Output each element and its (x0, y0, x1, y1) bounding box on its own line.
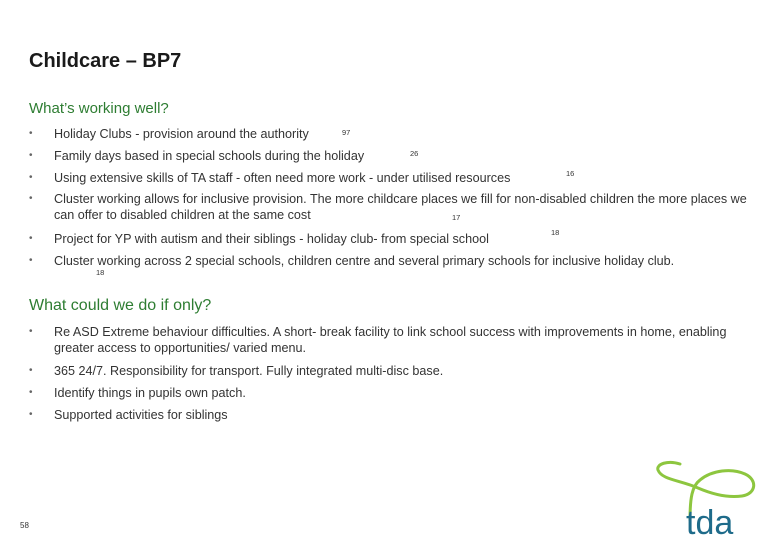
section-heading-working-well: What’s working well? (29, 100, 169, 117)
bullet-icon: • (29, 128, 33, 139)
bullet-icon: • (29, 233, 33, 244)
section-heading-could-do: What could we do if only? (29, 297, 212, 314)
list-item-text: Cluster working across 2 special schools, children centre and several primary schools for inclusive holiday club. (54, 254, 675, 268)
reference-number: 18 (96, 268, 105, 277)
list-item-text: Cluster working allows for inclusive provision. The more childcare places we fill for non-disabled children the more places we can offer to disabled children at the same cost (54, 192, 747, 222)
bullet-icon: • (29, 326, 33, 337)
list-item-text: Using extensive skills of TA staff - often need more work - under utilised resources (54, 171, 511, 185)
bullet-icon: • (29, 365, 33, 376)
bullet-icon: • (29, 387, 33, 398)
reference-number: 97 (342, 128, 351, 137)
page-number: 58 (20, 521, 29, 530)
list-item-text: Family days based in special schools during the holiday (54, 149, 365, 163)
list-item-text: Holiday Clubs - provision around the authority (54, 127, 309, 141)
reference-number: 18 (551, 228, 560, 237)
logo-text: tda (686, 504, 734, 538)
list-item-text: Identify things in pupils own patch. (54, 386, 246, 400)
reference-number: 26 (410, 149, 419, 158)
bullet-icon: • (29, 193, 33, 204)
bullet-icon: • (29, 150, 33, 161)
reference-number: 17 (452, 213, 461, 222)
reference-number: 16 (566, 169, 575, 178)
slide-title: Childcare – BP7 (29, 50, 182, 72)
list-item-text: 365 24/7. Responsibility for transport. Fully integrated multi-disc base. (54, 364, 444, 378)
tda-logo (650, 458, 765, 538)
list-item-text: Project for YP with autism and their siblings - holiday club- from special school (54, 232, 489, 246)
bullet-icon: • (29, 172, 33, 183)
list-item-text: Supported activities for siblings (54, 408, 228, 422)
bullet-icon: • (29, 409, 33, 420)
list-item-text: Re ASD Extreme behaviour difficulties. A short- break facility to link school success with improvements in home, enabling greater access to opportunities/ varied menu. (54, 325, 727, 355)
bullet-icon: • (29, 255, 33, 266)
